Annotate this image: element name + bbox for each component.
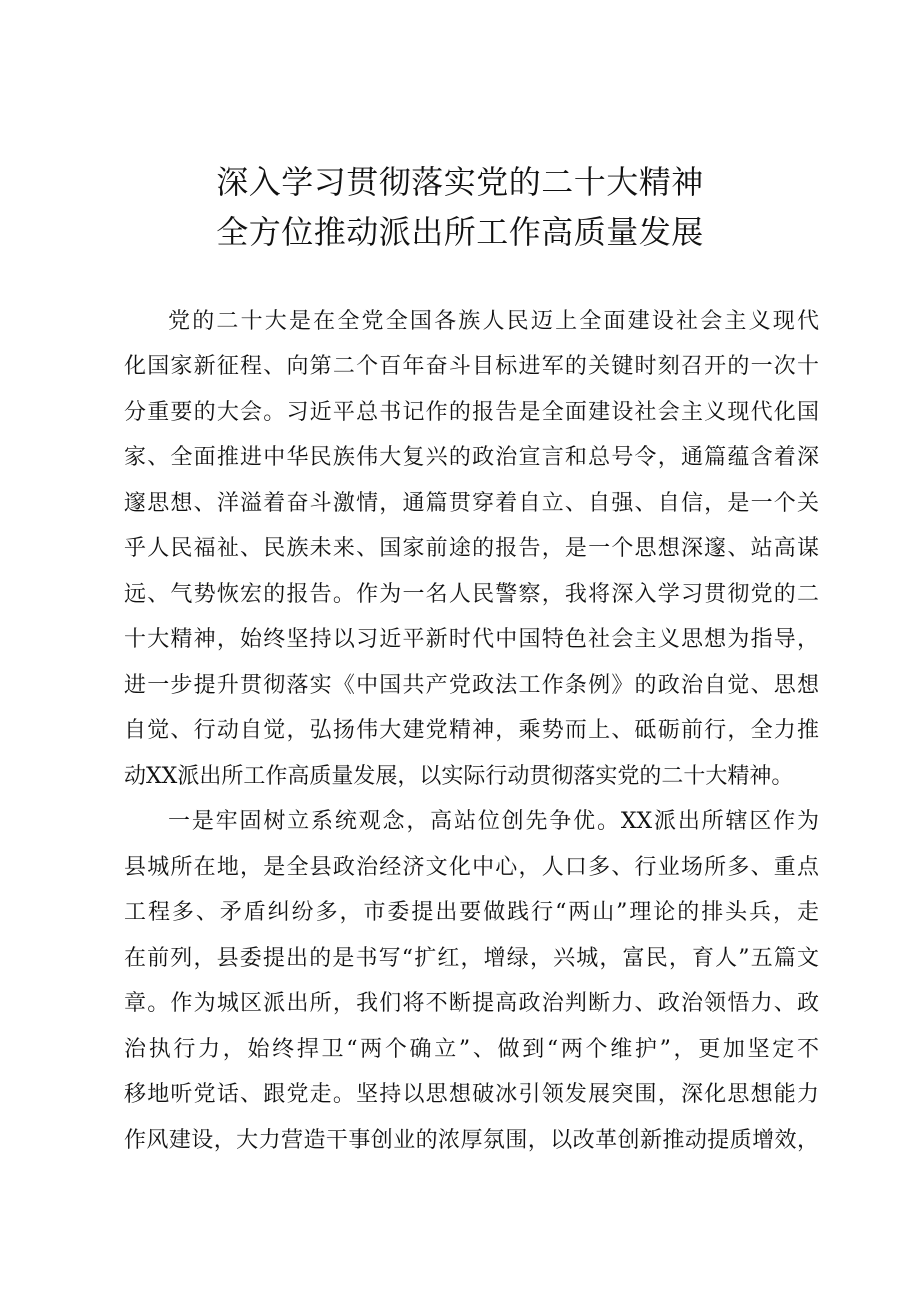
- paragraph-1-line: 进一步提升贯彻落实《中国共产党政法工作条例》的政治自觉、思想: [124, 673, 819, 698]
- document-title-line-1: 深入学习贯彻落实党的二十大精神: [216, 163, 704, 201]
- paragraph-1-line: 动XX派出所工作高质量发展，以实际行动贯彻落实党的二十大精神。: [124, 764, 794, 789]
- paragraph-2-line: 章。作为城区派出所，我们将不断提高政治判断力、政治领悟力、政: [124, 991, 819, 1016]
- paragraph-2-line: 在前列，县委提出的是书写“扩红，增绿，兴城，富民，育人”五篇文: [124, 946, 819, 971]
- paragraph-1-line: 自觉、行动自觉，弘扬伟大建党精神，乘势而上、砥砺前行，全力推: [124, 718, 819, 743]
- paragraph-2-line: 治执行力，始终捍卫“两个确立”、做到“两个维护”，更加坚定不: [124, 1037, 819, 1062]
- paragraph-2-line: 一是牢固树立系统观念，高站位创先争优。XX派出所辖区作为: [168, 809, 819, 834]
- paragraph-2-line: 移地听党话、跟党走。坚持以思想破冰引领发展突围，深化思想能力: [124, 1082, 819, 1107]
- paragraph-1-line: 远、气势恢宏的报告。作为一名人民警察，我将深入学习贯彻党的二: [124, 582, 819, 607]
- document-title-line-2: 全方位推动派出所工作高质量发展: [216, 213, 704, 251]
- paragraph-2-line: 县城所在地，是全县政治经济文化中心，人口多、行业场所多、重点: [124, 855, 819, 880]
- paragraph-1-line: 邃思想、洋溢着奋斗激情，通篇贯穿着自立、自强、自信，是一个关: [124, 491, 819, 516]
- paragraph-1-line: 分重要的大会。习近平总书记作的报告是全面建设社会主义现代化国: [124, 400, 819, 425]
- paragraph-1-line: 党的二十大是在全党全国各族人民迈上全面建设社会主义现代: [168, 309, 819, 334]
- paragraph-2-line: 作风建设，大力营造干事创业的浓厚氛围，以改革创新推动提质增效，: [124, 1128, 819, 1153]
- paragraph-1-line: 家、全面推进中华民族伟大复兴的政治宣言和总号令，通篇蕴含着深: [124, 445, 819, 470]
- paragraph-2-line: 工程多、矛盾纠纷多，市委提出要做践行“两山”理论的排头兵，走: [124, 900, 819, 925]
- paragraph-1-line: 乎人民福祉、民族未来、国家前途的报告，是一个思想深邃、站高谋: [124, 536, 819, 561]
- paragraph-1-line: 十大精神，始终坚持以习近平新时代中国特色社会主义思想为指导，: [124, 627, 819, 652]
- paragraph-1-line: 化国家新征程、向第二个百年奋斗目标进军的关键时刻召开的一次十: [124, 354, 819, 379]
